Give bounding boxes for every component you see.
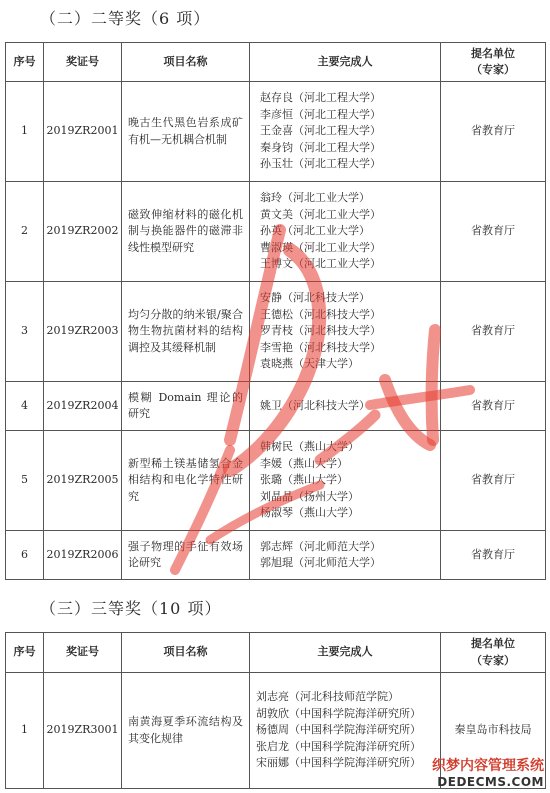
person: 郭志辉（河北师范大学） [260,539,381,553]
cell-people [250,82,441,182]
person: 杨淑琴（燕山大学） [260,506,359,520]
header-people: 主要完成人 [250,43,441,82]
cell-unit: 省教育厅 [441,531,546,580]
cell-unit: 省教育厅 [441,82,546,182]
person: 宋丽娜（中国科学院海洋研究所） [256,756,421,770]
person: 罗青枝（河北科技大学） [260,324,381,338]
cell-cert: 2019ZR2003 [44,282,122,382]
table-row [6,182,546,282]
cell-name: 晚古生代黑色岩系成矿有机—无机耦合机制 [122,82,250,182]
watermark-logo [432,755,544,789]
person: 袁晓燕（天津大学） [260,357,359,371]
cell-people [250,182,441,282]
cell-cert: 2019ZR2002 [44,182,122,282]
person: 李彦恒（河北工程大学） [260,107,381,121]
cell-no: 1 [6,673,44,789]
person: 李雪艳（河北科技大学） [260,340,381,354]
header-no: 序号 [6,43,44,82]
person: 秦身钧（河北工程大学） [260,140,381,154]
person: 姚卫（河北科技大学） [260,398,370,412]
cell-name: 新型稀土镁基储氢合金相结构和电化学特性研究 [122,431,250,531]
person: 安静（河北科技大学） [260,291,370,305]
cell-name: 均匀分散的纳米银/聚合物生物抗菌材料的结构调控及其缓释机制 [122,282,250,382]
person: 王德松（河北科技大学） [260,307,381,321]
cell-cert: 2019ZR2004 [44,382,122,431]
cell-cert: 2019ZR3001 [44,673,122,789]
person: 翁玲（河北工业大学） [260,191,370,205]
cell-name: 强子物理的手征有效场论研究 [122,531,250,580]
cell-no: 5 [6,431,44,531]
cell-cert: 2019ZR2001 [44,82,122,182]
cell-no: 1 [6,82,44,182]
person: 张璐（燕山大学） [260,473,348,487]
cell-name: 模糊 Domain 理论的研究 [122,382,250,431]
table-header-row [6,633,546,673]
person: 杨德周（中国科学院海洋研究所） [256,723,421,737]
table-row [6,82,546,182]
section-title-second-prize: （二）二等奖（6 项） [40,9,211,28]
header-people: 主要完成人 [250,633,441,673]
person: 王博文（河北工业大学） [260,257,381,271]
cell-unit: 秦皇岛市科技局 [441,673,546,789]
cell-people [250,673,441,789]
cell-cert: 2019ZR2006 [44,531,122,580]
header-unit: 提名单位 （专家） [441,633,546,673]
cell-unit: 省教育厅 [441,431,546,531]
table-row [6,531,546,580]
watermark-logo-cn: 织梦内容管理系统 [432,758,544,774]
cell-unit: 省教育厅 [441,182,546,282]
cell-people [250,431,441,531]
cell-unit: 省教育厅 [441,282,546,382]
header-name: 项目名称 [122,43,250,82]
cell-people [250,531,441,580]
person: 刘晶晶（扬州大学） [260,489,359,503]
person: 郭旭琨（河北师范大学） [260,556,381,569]
header-unit: 提名单位 （专家） [441,43,546,82]
cell-no: 4 [6,382,44,431]
cell-people [250,382,441,431]
person: 胡敦欣（中国科学院海洋研究所） [256,706,421,720]
header-cert: 奖证号 [44,633,122,673]
person: 孙英（河北工业大学） [260,224,370,238]
table-row [6,282,546,382]
header-no: 序号 [6,633,44,673]
table-header-row [6,43,546,82]
cell-no: 2 [6,182,44,282]
person: 刘志亮（河北科技师范学院） [256,690,399,704]
cell-no: 3 [6,282,44,382]
section-title-third-prize: （三）三等奖（10 项） [40,599,222,618]
cell-no: 6 [6,531,44,580]
cell-people [250,282,441,382]
person: 黄文美（河北工业大学） [260,207,381,221]
person: 王金喜（河北工程大学） [260,124,381,138]
watermark-logo-en: DEDECMS.COM [437,775,544,789]
person: 孙玉壮（河北工程大学） [260,157,381,171]
cell-cert: 2019ZR2005 [44,431,122,531]
cell-unit: 省教育厅 [441,382,546,431]
person: 李媛（燕山大学） [260,456,348,470]
header-name: 项目名称 [122,633,250,673]
person: 曹淑瑛（河北工业大学） [260,240,381,254]
second-prize-table [5,42,546,580]
person: 韩树民（燕山大学） [260,440,359,454]
person: 赵存良（河北工程大学） [260,91,381,105]
person: 张启龙（中国科学院海洋研究所） [256,739,421,753]
cell-name: 南黄海夏季环流结构及其变化规律 [122,673,250,789]
table-row [6,382,546,431]
table-row [6,431,546,531]
header-cert: 奖证号 [44,43,122,82]
cell-name: 磁致伸缩材料的磁化机制与换能器件的磁滞非线性模型研究 [122,182,250,282]
